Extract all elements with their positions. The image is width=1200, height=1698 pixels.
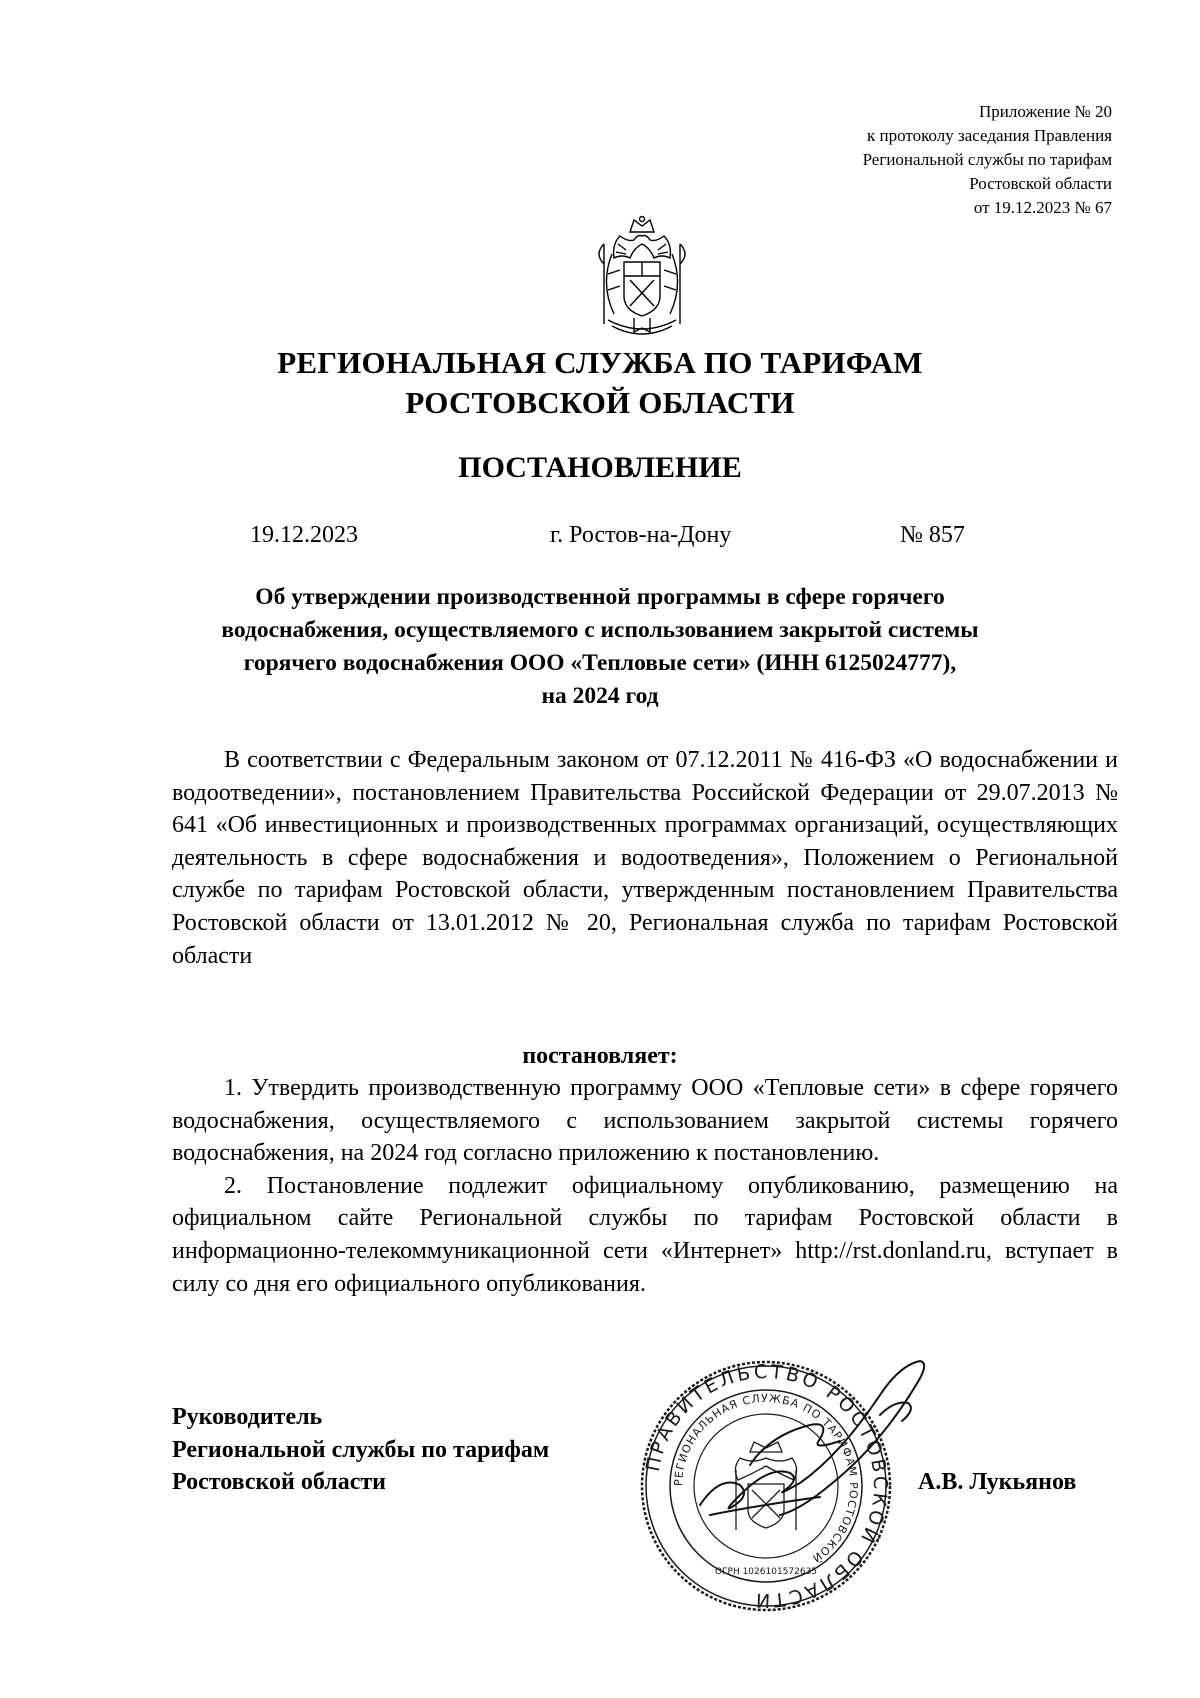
decree-item: 1. Утвердить производственную программу ООО «Тепловые сети» в сфере горячего водоснабжения, осуществляемого с использованием закрытой системы горячего водоснабжения, на 2024 год согласно приложению к постановлению. [172, 1075, 1118, 1167]
subject-line: водоснабжения, осуществляемого с использованием закрытой системы [221, 617, 979, 643]
appendix-line: к протоколу заседания Правления [867, 126, 1112, 145]
document-city: г. Ростов-на-Дону [550, 522, 732, 548]
agency-name [0, 343, 1200, 423]
decree-item: 2. Постановление подлежит официальному опубликованию, размещению на официальном сайте Региональной службы по тарифам Ростовской области в информационно-телекоммуникационной сети «Интернет» http://rst.donland.ru, вступает в силу со дня его официального опубликования. [172, 1172, 1118, 1297]
signatory-title [172, 1401, 549, 1499]
subject-line: горячего водоснабжения ООО «Тепловые сети» (ИНН 6125024777), [243, 650, 957, 676]
signatory-title-line: Ростовской области [172, 1469, 386, 1495]
rostov-coat-of-arms-icon [590, 214, 694, 344]
signatory-title-line: Региональной службы по тарифам [172, 1436, 550, 1463]
appendix-line: Приложение № 20 [979, 102, 1112, 121]
subject-line: Об утверждении производственной программы в сфере горячего [255, 584, 945, 610]
document-number: № 857 [900, 522, 965, 548]
handwritten-signature [680, 1355, 940, 1545]
appendix-block [863, 100, 1112, 220]
agency-name-line: РЕГИОНАЛЬНАЯ СЛУЖБА ПО ТАРИФАМ [277, 345, 923, 380]
appendix-line: Ростовской области [969, 174, 1112, 193]
subject-line: на 2024 год [541, 683, 659, 709]
signatory-title-line: Руководитель [172, 1404, 323, 1430]
seal-ogrn-text: ОГРН 1026101572635 [714, 1567, 818, 1577]
document-date: 19.12.2023 [250, 522, 358, 548]
decree-word: постановляет: [522, 1043, 678, 1069]
seal-outer-text: ПРАВИТЕЛЬСТВО РОСТОВСКОЙ ОБЛАСТИ [641, 1360, 892, 1612]
preamble-paragraph: В соответствии с Федеральным законом от 07.12.2011 № 416-ФЗ «О водоснабжении и водоотведении», постановлением Правительства Российской Федерации от 29.07.2013 № 641 «Об инвестиционных и производственных программах организаций, осуществляющих деятельность в сфере водоснабжения и водоотведения», Положением о Региональной службе по тарифам Ростовской области, утвержденным постановлением Правительства Ростовской области от 13.01.2012 № 20, Региональная служба по тарифам Ростовской области [172, 747, 1118, 969]
signatory-name: А.В. Лукьянов [918, 1469, 1077, 1495]
appendix-line: от 19.12.2023 № 67 [973, 198, 1112, 217]
appendix-line: Региональной службы по тарифам [862, 150, 1112, 169]
decree-items [172, 1072, 1118, 1300]
seal-inner-text: РЕГИОНАЛЬНАЯ СЛУЖБА ПО ТАРИФАМ РОСТОВСКОЙ [671, 1391, 861, 1566]
document-subject [150, 581, 1050, 713]
document-type: ПОСТАНОВЛЕНИЕ [458, 451, 742, 484]
agency-name-line: РОСТОВСКОЙ ОБЛАСТИ [405, 385, 795, 420]
document-meta-row [0, 518, 1200, 552]
